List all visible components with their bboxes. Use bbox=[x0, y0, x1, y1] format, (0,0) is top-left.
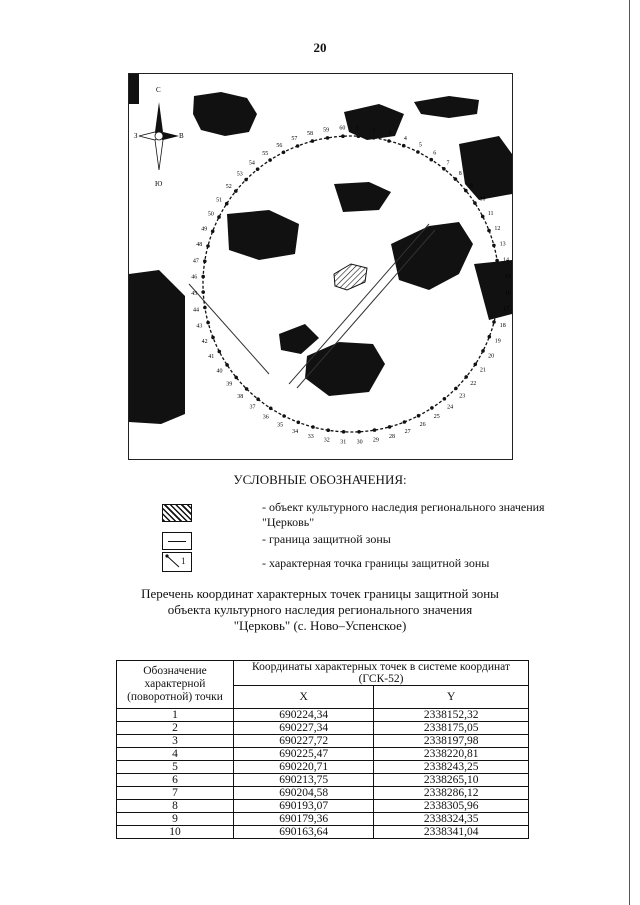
boundary-point-label: 17 bbox=[503, 306, 510, 313]
boundary-point bbox=[245, 387, 249, 391]
boundary-point-label: 22 bbox=[470, 381, 477, 387]
boundary-point bbox=[487, 229, 491, 233]
cell-x: 690227,72 bbox=[234, 735, 374, 748]
boundary-point bbox=[481, 349, 485, 353]
header-point: Обозначение характерной (поворотной) точки bbox=[117, 661, 234, 709]
header-coords: Координаты характерных точек в системе координат (ГСК-52) bbox=[234, 661, 529, 686]
compass-west: З bbox=[134, 132, 138, 140]
boundary-point-label: 44 bbox=[193, 307, 199, 314]
boundary-point-label: 51 bbox=[216, 197, 223, 204]
boundary-point-label: 8 bbox=[458, 171, 462, 178]
boundary-point bbox=[203, 306, 207, 310]
legend-text-boundary: - граница защитной зоны bbox=[262, 532, 391, 546]
boundary-point bbox=[497, 274, 501, 278]
boundary-point-label: 10 bbox=[479, 196, 486, 203]
boundary-point-label: 41 bbox=[208, 354, 215, 361]
boundary-point-label: 4 bbox=[403, 135, 407, 142]
boundary-point-label: 53 bbox=[236, 171, 243, 178]
cell-n: 9 bbox=[117, 813, 234, 826]
boundary-point bbox=[403, 420, 407, 424]
cell-x: 690220,71 bbox=[234, 761, 374, 774]
church-object bbox=[334, 264, 367, 290]
compass-north: С bbox=[156, 86, 161, 94]
boundary-point bbox=[341, 134, 345, 138]
boundary-point bbox=[454, 177, 458, 181]
cell-x: 690204,58 bbox=[234, 787, 374, 800]
boundary-point bbox=[297, 421, 301, 425]
protection-zone-map bbox=[128, 73, 513, 460]
boundary-point-label: 29 bbox=[372, 437, 379, 444]
boundary-point bbox=[203, 259, 207, 263]
boundary-point bbox=[206, 321, 210, 325]
cell-n: 2 bbox=[117, 722, 234, 735]
boundary-point bbox=[474, 363, 478, 367]
boundary-point-label: 12 bbox=[494, 225, 501, 232]
boundary-point-label: 1 bbox=[355, 125, 359, 132]
boundary-point-label: 39 bbox=[226, 381, 233, 388]
legend-title: УСЛОВНЫЕ ОБОЗНАЧЕНИЯ: bbox=[233, 472, 407, 487]
table-row bbox=[117, 709, 529, 722]
compass-south: Ю bbox=[155, 180, 163, 188]
boundary-point-label: 14 bbox=[503, 257, 509, 264]
boundary-point-label: 34 bbox=[292, 429, 299, 436]
boundary-point-label: 24 bbox=[447, 404, 454, 411]
boundary-point-label: 42 bbox=[201, 339, 208, 346]
boundary-point-label: 33 bbox=[307, 434, 314, 441]
boundary-point bbox=[464, 375, 468, 379]
boundary-point bbox=[201, 290, 205, 294]
cell-n: 3 bbox=[117, 735, 234, 748]
boundary-point bbox=[357, 430, 361, 434]
boundary-point-label: 26 bbox=[419, 422, 426, 429]
boundary-point-label: 58 bbox=[307, 130, 313, 137]
boundary-point bbox=[225, 202, 229, 206]
table-row bbox=[117, 813, 529, 826]
cell-x: 690227,34 bbox=[234, 722, 374, 735]
header-x: X bbox=[234, 686, 374, 709]
table-row bbox=[117, 748, 529, 761]
boundary-point bbox=[201, 275, 205, 279]
boundary-point-label: 55 bbox=[262, 151, 269, 157]
boundary-point bbox=[256, 397, 260, 401]
boundary-point-label: 32 bbox=[323, 437, 330, 444]
boundary-point-label: 3 bbox=[388, 130, 392, 137]
boundary-point bbox=[492, 320, 496, 324]
boundary-point-label: 19 bbox=[494, 338, 501, 345]
legend-point-number: 1 bbox=[181, 556, 186, 566]
boundary-point bbox=[416, 150, 420, 154]
compass-east: В bbox=[179, 132, 184, 140]
cell-n: 8 bbox=[117, 800, 234, 813]
boundary-point bbox=[442, 167, 446, 171]
cell-x: 690225,47 bbox=[234, 748, 374, 761]
boundary-point-label: 30 bbox=[356, 439, 363, 446]
boundary-point bbox=[256, 167, 260, 171]
boundary-point-label: 28 bbox=[389, 434, 395, 441]
boundary-point bbox=[225, 363, 229, 367]
boundary-point bbox=[473, 201, 477, 205]
boundary-point bbox=[268, 158, 272, 162]
cell-y: 2338286,12 bbox=[374, 787, 529, 800]
boundary-point-label: 45 bbox=[191, 291, 198, 298]
boundary-point bbox=[488, 335, 492, 339]
boundary-point bbox=[454, 387, 458, 391]
boundary-point-label: 37 bbox=[249, 404, 256, 411]
boundary-point-label: 52 bbox=[225, 184, 232, 190]
boundary-point-label: 48 bbox=[196, 242, 203, 249]
table-row bbox=[117, 826, 529, 839]
boundary-point bbox=[211, 230, 215, 234]
boundary-point bbox=[373, 428, 377, 432]
caption-line-2: объекта культурного наследия регионального значения bbox=[167, 602, 473, 617]
cell-y: 2338152,32 bbox=[374, 709, 529, 722]
boundary-point bbox=[387, 139, 391, 143]
boundary-point bbox=[234, 189, 238, 193]
caption bbox=[0, 586, 640, 634]
cell-x: 690193,07 bbox=[234, 800, 374, 813]
boundary-point bbox=[342, 430, 346, 434]
boundary-point-label: 16 bbox=[504, 290, 511, 297]
terrain-blobs bbox=[129, 74, 512, 424]
cell-y: 2338175,05 bbox=[374, 722, 529, 735]
boundary-point bbox=[372, 136, 376, 140]
boundary-point bbox=[269, 407, 273, 411]
boundary-point bbox=[218, 350, 222, 354]
table-row bbox=[117, 722, 529, 735]
boundary-point bbox=[311, 425, 315, 429]
coordinates-table bbox=[116, 660, 529, 839]
boundary-point bbox=[481, 215, 485, 219]
cell-n: 10 bbox=[117, 826, 234, 839]
cell-y: 2338341,04 bbox=[374, 826, 529, 839]
boundary-point-label: 27 bbox=[404, 428, 411, 435]
cell-y: 2338197,98 bbox=[374, 735, 529, 748]
boundary-point bbox=[282, 414, 286, 418]
cell-y: 2338324,35 bbox=[374, 813, 529, 826]
boundary-point bbox=[430, 406, 434, 410]
table-row bbox=[117, 735, 529, 748]
table-row bbox=[117, 800, 529, 813]
boundary-point bbox=[211, 336, 215, 340]
boundary-point bbox=[282, 151, 286, 155]
cell-n: 5 bbox=[117, 761, 234, 774]
boundary-point-label: 38 bbox=[237, 393, 244, 400]
boundary-point-label: 54 bbox=[248, 160, 255, 167]
boundary-point bbox=[497, 290, 501, 294]
boundary-point-label: 15 bbox=[504, 273, 511, 280]
table-row bbox=[117, 761, 529, 774]
cell-n: 1 bbox=[117, 709, 234, 722]
boundary-point bbox=[430, 158, 434, 162]
boundary-point-label: 20 bbox=[488, 353, 495, 360]
boundary-point-label: 43 bbox=[196, 323, 203, 330]
cell-x: 690213,75 bbox=[234, 774, 374, 787]
legend-text-object: - объект культурного наследия регионального значения "Церковь" bbox=[262, 500, 545, 529]
hatched-object-icon bbox=[162, 504, 192, 522]
caption-line-1: Перечень координат характерных точек границы защитной зоны bbox=[141, 586, 499, 601]
cell-y: 2338243,25 bbox=[374, 761, 529, 774]
boundary-point bbox=[388, 425, 392, 429]
boundary-point bbox=[311, 139, 315, 143]
boundary-point bbox=[495, 259, 499, 263]
boundary-point bbox=[326, 428, 330, 432]
boundary-point-label: 56 bbox=[276, 142, 283, 149]
cell-n: 6 bbox=[117, 774, 234, 787]
boundary-point-label: 49 bbox=[201, 226, 208, 233]
boundary-point-label: 23 bbox=[459, 393, 466, 400]
legend-text-point: - характерная точка границы защитной зоны bbox=[262, 556, 490, 570]
boundary-point-label: 5 bbox=[418, 142, 422, 149]
boundary-point-label: 11 bbox=[487, 210, 494, 217]
boundary-point bbox=[206, 244, 210, 248]
cell-y: 2338265,10 bbox=[374, 774, 529, 787]
boundary-point bbox=[464, 189, 468, 193]
boundary-point bbox=[492, 244, 496, 248]
boundary-point-label: 18 bbox=[499, 322, 506, 329]
boundary-point bbox=[244, 178, 248, 182]
cell-y: 2338305,96 bbox=[374, 800, 529, 813]
characteristic-point-icon bbox=[162, 552, 192, 572]
boundary-point-label: 2 bbox=[372, 127, 376, 134]
boundary-point-label: 25 bbox=[433, 414, 440, 420]
cell-y: 2338220,81 bbox=[374, 748, 529, 761]
boundary-point bbox=[495, 305, 499, 309]
boundary-point bbox=[234, 376, 238, 380]
boundary-point-label: 31 bbox=[340, 439, 347, 446]
boundary-point-label: 47 bbox=[192, 258, 199, 265]
cell-x: 690179,36 bbox=[234, 813, 374, 826]
boundary-point-label: 9 bbox=[469, 183, 473, 190]
boundary-point bbox=[326, 136, 330, 140]
boundary-point-label: 7 bbox=[446, 160, 450, 167]
boundary-line-icon bbox=[162, 532, 192, 550]
boundary-point-label: 57 bbox=[291, 136, 298, 143]
cell-n: 7 bbox=[117, 787, 234, 800]
boundary-point-label: 6 bbox=[433, 150, 437, 157]
boundary-point bbox=[417, 414, 421, 418]
header-y: Y bbox=[374, 686, 529, 709]
boundary-point bbox=[402, 144, 406, 148]
caption-line-3: "Церковь" (с. Ново–Успенское) bbox=[233, 618, 407, 633]
cell-x: 690163,64 bbox=[234, 826, 374, 839]
boundary-point-label: 21 bbox=[479, 367, 486, 374]
boundary-point-label: 36 bbox=[262, 414, 269, 421]
boundary-point-label: 50 bbox=[207, 211, 214, 218]
map-image bbox=[129, 74, 512, 459]
compass-rose-icon bbox=[139, 102, 179, 170]
page-edge bbox=[629, 0, 630, 905]
boundary-point-label: 35 bbox=[277, 422, 284, 429]
boundary-point bbox=[296, 144, 300, 148]
boundary-point bbox=[217, 215, 221, 219]
boundary-point bbox=[443, 397, 447, 401]
cell-n: 4 bbox=[117, 748, 234, 761]
boundary-point-label: 59 bbox=[323, 127, 330, 134]
boundary-point-label: 46 bbox=[191, 274, 198, 281]
page-number: 20 bbox=[313, 40, 327, 55]
cell-x: 690224,34 bbox=[234, 709, 374, 722]
boundary-point-label: 13 bbox=[499, 241, 506, 248]
table-row bbox=[117, 787, 529, 800]
boundary-point-label: 60 bbox=[339, 125, 346, 132]
table-row bbox=[117, 774, 529, 787]
boundary-point-label: 40 bbox=[216, 368, 223, 375]
boundary-point bbox=[357, 134, 361, 138]
